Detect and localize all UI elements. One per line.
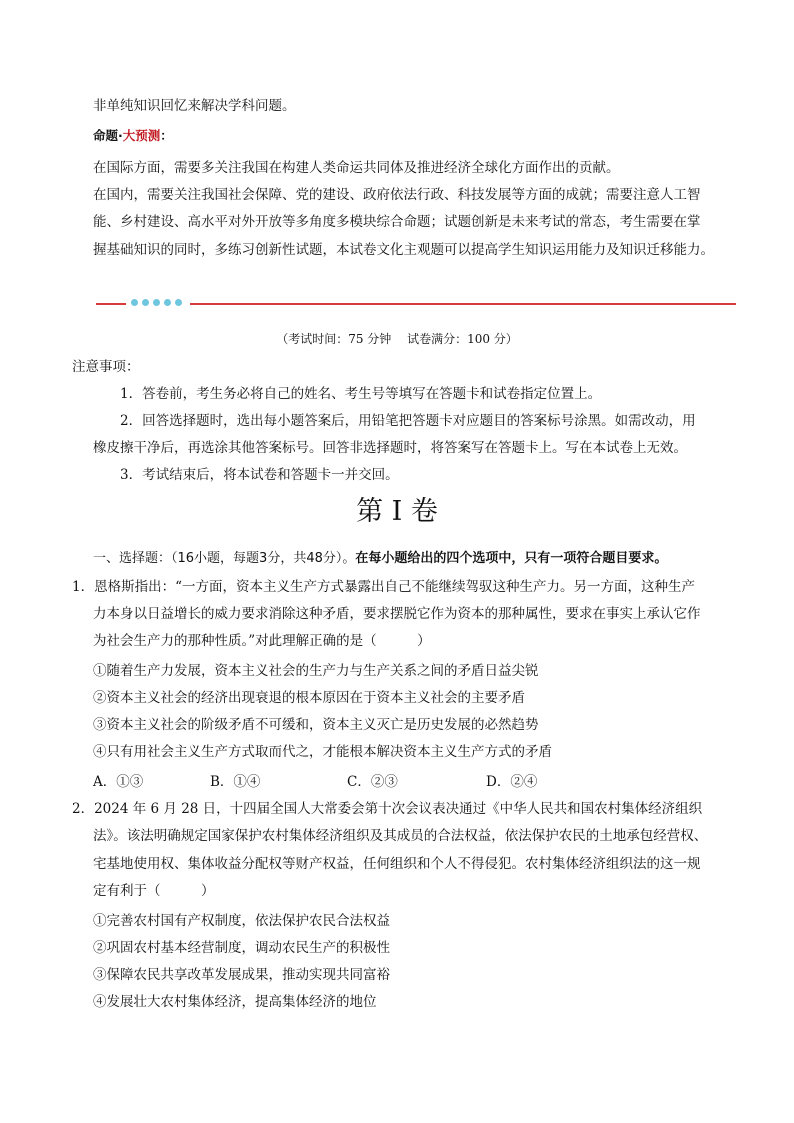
dot <box>164 299 171 306</box>
question-1-statement-1: ①随着生产力发展，资本主义社会的生产力与生产关系之间的矛盾日益尖锐 <box>93 663 539 679</box>
notice-item-3: 3．考试结束后，将本试卷和答题卡一并交回。 <box>120 467 399 483</box>
notice-item-2-line-1: 2．回答选择题时，选出每小题答案后，用铅笔把答题卡对应题目的答案标号涂黑。如需改动，用 <box>120 413 696 429</box>
question-1-statement-3: ③资本主义社会的阶级矛盾不可缓和，资本主义灭亡是历史发展的必然趋势 <box>93 717 539 733</box>
question-2-line-2: 法》。该法明确规定国家保护农村集体经济组织及其成员的合法权益，依法保护农民的土地承包经营权、 <box>93 828 708 844</box>
dot <box>131 299 138 306</box>
intro-line: 非单纯知识回忆来解决学科问题。 <box>93 98 296 114</box>
dot <box>153 299 160 306</box>
intro-paragraph-2-line-2: 能、乡村建设、高水平对外开放等多角度多模块综合命题；试题创新是未来考试的常态，考生需要在掌 <box>93 214 701 230</box>
notice-item-2-line-2: 橡皮擦干净后，再选涂其他答案标号。回答非选择题时，将答案写在答题卡上。写在本试卷上无效。 <box>93 440 687 456</box>
section-heading <box>93 550 667 568</box>
question-1-statement-2: ②资本主义社会的经济出现衰退的根本原因在于资本主义社会的主要矛盾 <box>93 690 525 706</box>
question-1-option-b: B．①④ <box>210 774 261 790</box>
section-heading-instruction: 在每小题给出的四个选项中，只有一项符合题目要求。 <box>355 551 668 566</box>
section-heading-scoring: 一、选择题：（16小题，每题3分，共48分）。 <box>93 551 356 566</box>
notice-item-1: 1．答卷前，考生务必将自己的姓名、考生号等填写在答题卡和试卷指定位置上。 <box>120 386 602 402</box>
question-1-line-1: 1．恩格斯指出：“一方面，资本主义生产方式暴露出自己不能继续驾驭这种生产力。另一方面，这种生产 <box>72 579 695 595</box>
question-2-line-1: 2．2024 年 6 月 28 日，十四届全国人大常委会第十次会议表决通过《中华人民共和国农村集体经济组织 <box>72 801 703 817</box>
divider-right <box>190 303 736 305</box>
question-1-option-a: A．①③ <box>93 774 144 790</box>
notice-title: 注意事项： <box>72 359 140 375</box>
intro-paragraph-1: 在国际方面，需要多关注我国在构建人类命运共同体及推进经济全球化方面作出的贡献。 <box>93 160 620 176</box>
prediction-label-prefix: 命题· <box>93 128 123 143</box>
question-1-line-2: 力本身以日益增长的威力要求消除这种矛盾，要求摆脱它作为资本的那种属性，要求在事实上承认它作 <box>93 606 701 622</box>
divider-left <box>96 303 126 305</box>
prediction-label-colon: ： <box>160 128 173 143</box>
question-2-line-4: 定有利于（ ） <box>93 883 215 899</box>
question-2-statement-4: ④发展壮大农村集体经济，提高集体经济的地位 <box>93 994 377 1010</box>
question-2-statement-3: ③保障农民共享改革发展成果，推动实现共同富裕 <box>93 967 390 983</box>
intro-paragraph-2-line-1: 在国内，需要关注我国社会保障、党的建设、政府依法行政、科技发展等方面的成就；需要注意人工智 <box>93 187 701 203</box>
question-2-statement-2: ②巩固农村基本经营制度，调动农民生产的积极性 <box>93 940 390 956</box>
question-1-line-3: 为社会生产力的那种性质。”对此理解正确的是（ ） <box>93 633 431 649</box>
question-1-option-c: C．②③ <box>347 774 398 790</box>
dot <box>175 299 182 306</box>
divider-dots <box>131 299 182 306</box>
question-1-option-d: D．②④ <box>486 774 538 790</box>
prediction-label <box>93 127 173 145</box>
question-1-statement-4: ④只有用社会主义生产方式取而代之，才能根本解决资本主义生产方式的矛盾 <box>93 744 552 760</box>
prediction-label-highlight: 大预测 <box>122 128 161 143</box>
question-2-line-3: 宅基地使用权、集体收益分配权等财产权益，任何组织和个人不得侵犯。农村集体经济组织法的这一规 <box>93 856 701 872</box>
dot <box>142 299 149 306</box>
exam-info: （考试时间：75 分钟 试卷满分：100 分） <box>276 332 518 346</box>
volume-title: 第 I 卷 <box>356 496 438 527</box>
intro-paragraph-2-line-3: 握基础知识的同时，多练习创新性试题，本试卷文化主观题可以提高学生知识运用能力及知识迁移能力。 <box>93 242 714 258</box>
question-2-statement-1: ①完善农村国有产权制度，依法保护农民合法权益 <box>93 913 390 929</box>
